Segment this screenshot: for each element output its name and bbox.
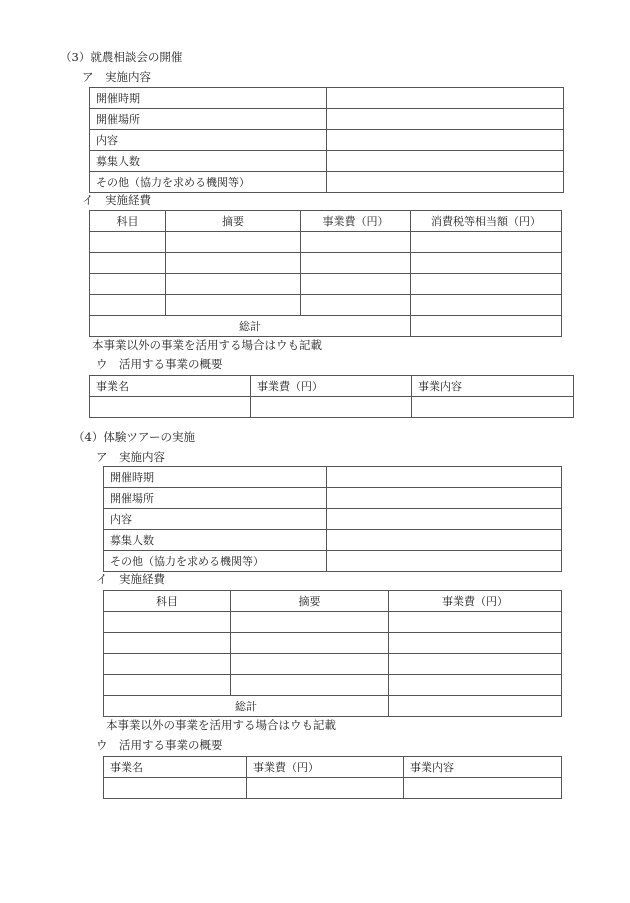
row-value[interactable] [327, 151, 564, 172]
cell[interactable] [104, 675, 231, 696]
header-cell: 事業内容 [404, 757, 562, 778]
row-value[interactable] [327, 488, 562, 509]
table-row [104, 675, 562, 696]
cell[interactable] [231, 654, 389, 675]
section-4-heading: （4）体験ツアーの実施 [73, 430, 195, 444]
section-3-heading: （3）就農相談会の開催 [60, 50, 183, 64]
cell[interactable] [90, 295, 166, 316]
row-value[interactable] [327, 467, 562, 488]
row-value[interactable] [327, 88, 564, 109]
section-4-business-table [103, 756, 562, 799]
table-row [104, 530, 562, 551]
cell[interactable] [104, 654, 231, 675]
cell[interactable] [404, 778, 562, 799]
cell[interactable] [166, 253, 301, 274]
cell[interactable] [104, 612, 231, 633]
total-label: 総計 [104, 696, 389, 717]
cell[interactable] [104, 633, 231, 654]
table-header-row [104, 591, 562, 612]
table-header-row [90, 376, 574, 397]
table-row [104, 488, 562, 509]
cell[interactable] [301, 253, 411, 274]
row-value[interactable] [327, 509, 562, 530]
cell[interactable] [231, 675, 389, 696]
row-value[interactable] [327, 530, 562, 551]
table-header-row [104, 757, 562, 778]
header-cell: 事業費（円） [301, 211, 411, 232]
header-cell: 科目 [90, 211, 166, 232]
cell[interactable] [166, 295, 301, 316]
cell[interactable] [301, 274, 411, 295]
cell[interactable] [90, 232, 166, 253]
header-cell: 科目 [104, 591, 231, 612]
section-4-subheading-u: ウ 活用する事業の概要 [96, 738, 223, 752]
cell[interactable] [389, 612, 562, 633]
row-label: 内容 [104, 509, 327, 530]
row-value[interactable] [327, 109, 564, 130]
section-3-note: 本事業以外の事業を活用する場合はウも記載 [92, 338, 322, 352]
table-row [90, 274, 562, 295]
section-4-subheading-a: ア 実施内容 [96, 450, 165, 464]
table-total-row [90, 316, 562, 337]
section-3-subheading-a: ア 実施内容 [82, 70, 151, 84]
cell[interactable] [251, 397, 412, 418]
cell[interactable] [301, 295, 411, 316]
cell[interactable] [389, 654, 562, 675]
cell[interactable] [412, 397, 574, 418]
table-row [104, 551, 562, 572]
header-cell: 摘要 [166, 211, 301, 232]
cell[interactable] [247, 778, 404, 799]
cell[interactable] [166, 274, 301, 295]
table-row [104, 654, 562, 675]
table-total-row [104, 696, 562, 717]
row-value[interactable] [327, 172, 564, 193]
header-cell: 事業費（円） [251, 376, 412, 397]
total-value[interactable] [389, 696, 562, 717]
row-label: 募集人数 [90, 151, 327, 172]
table-row [104, 633, 562, 654]
table-header-row [90, 211, 562, 232]
section-4-content-table [103, 466, 562, 572]
section-3-subheading-i: イ 実施経費 [82, 193, 151, 207]
header-cell: 事業名 [104, 757, 247, 778]
header-cell: 消費税等相当額（円） [411, 211, 562, 232]
section-4-note: 本事業以外の事業を活用する場合はウも記載 [106, 718, 336, 732]
header-cell: 事業名 [90, 376, 251, 397]
row-label: 開催場所 [104, 488, 327, 509]
section-3-subheading-u: ウ 活用する事業の概要 [96, 357, 223, 371]
header-cell: 事業内容 [412, 376, 574, 397]
section-3-content-table [89, 87, 564, 193]
table-row [104, 778, 562, 799]
total-value[interactable] [411, 316, 562, 337]
table-row [104, 612, 562, 633]
table-row [90, 151, 564, 172]
cell[interactable] [166, 232, 301, 253]
row-label: 開催場所 [90, 109, 327, 130]
table-row [90, 397, 574, 418]
cell[interactable] [389, 675, 562, 696]
cell[interactable] [389, 633, 562, 654]
cell[interactable] [90, 253, 166, 274]
cell[interactable] [90, 397, 251, 418]
header-cell: 事業費（円） [389, 591, 562, 612]
table-row [90, 295, 562, 316]
cell[interactable] [411, 232, 562, 253]
section-4-subheading-i: イ 実施経費 [96, 572, 165, 586]
section-4-expense-table [103, 590, 562, 717]
table-row [90, 88, 564, 109]
table-row [90, 109, 564, 130]
table-row [104, 509, 562, 530]
section-3-expense-table [89, 210, 562, 337]
cell[interactable] [411, 274, 562, 295]
row-label: 内容 [90, 130, 327, 151]
table-row [104, 467, 562, 488]
cell[interactable] [231, 612, 389, 633]
cell[interactable] [411, 295, 562, 316]
table-row [90, 130, 564, 151]
table-row [90, 253, 562, 274]
row-value[interactable] [327, 130, 564, 151]
row-label: 開催時期 [104, 467, 327, 488]
table-row [90, 172, 564, 193]
cell[interactable] [231, 633, 389, 654]
total-label: 総計 [90, 316, 411, 337]
cell[interactable] [411, 253, 562, 274]
row-label: 開催時期 [90, 88, 327, 109]
header-cell: 事業費（円） [247, 757, 404, 778]
row-label: その他（協力を求める機関等） [104, 551, 327, 572]
row-label: その他（協力を求める機関等） [90, 172, 327, 193]
row-value[interactable] [327, 551, 562, 572]
cell[interactable] [104, 778, 247, 799]
cell[interactable] [90, 274, 166, 295]
table-row [90, 232, 562, 253]
section-3-business-table [89, 375, 574, 418]
cell[interactable] [301, 232, 411, 253]
row-label: 募集人数 [104, 530, 327, 551]
header-cell: 摘要 [231, 591, 389, 612]
